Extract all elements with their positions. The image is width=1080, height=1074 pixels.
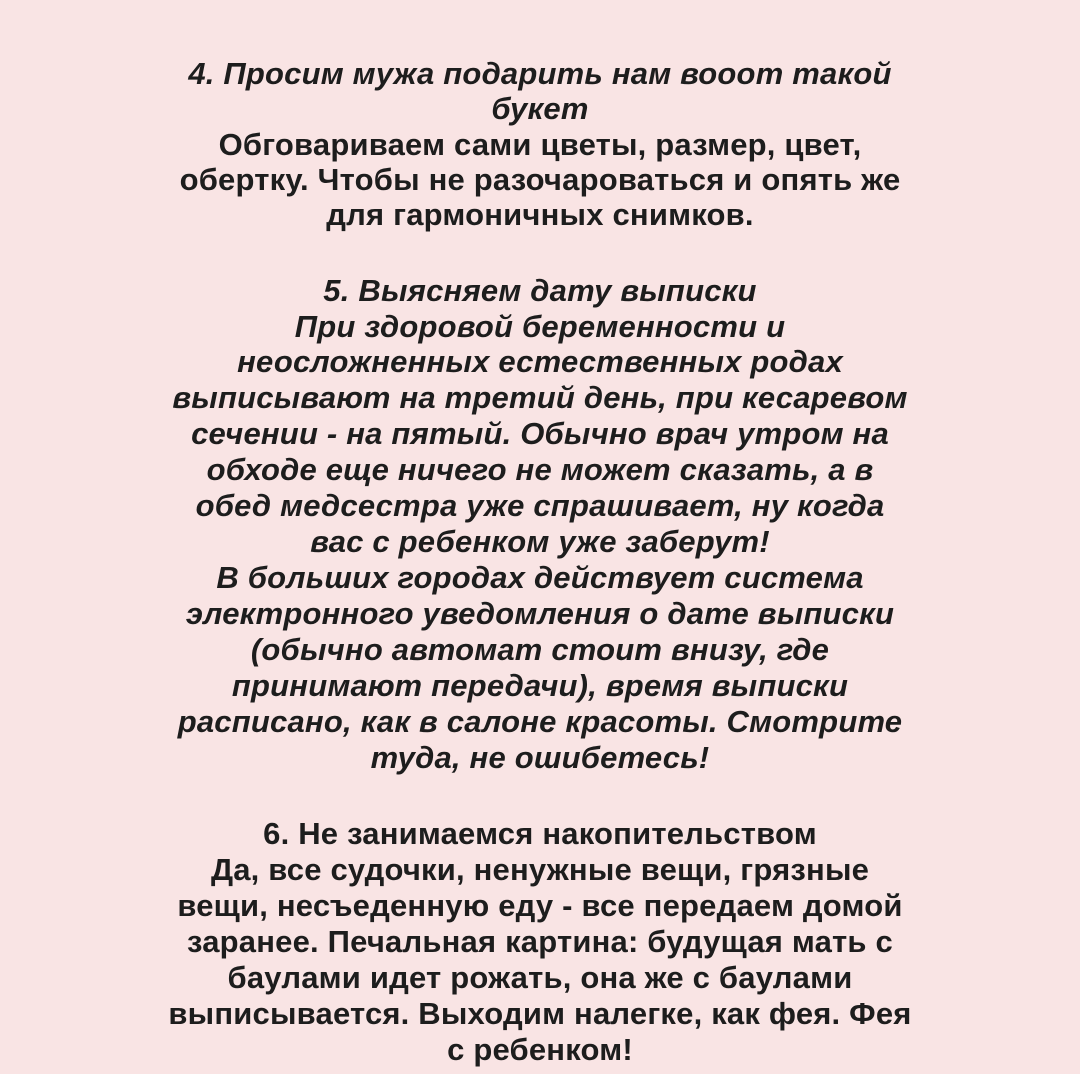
s4-line-1: 4. Просим мужа подарить нам вооот такой <box>188 56 892 91</box>
s6-line-7: с ребенком! <box>447 1032 633 1067</box>
s6-line-2: Да, все судочки, ненужные вещи, грязные <box>210 852 870 887</box>
s4-line-2: букет <box>491 91 589 126</box>
s6-line-3: вещи, несъеденную еду - все передаем домой <box>177 888 903 923</box>
s6-line-4: заранее. Печальная картина: будущая мать с <box>187 924 893 959</box>
s5-line-11: (обычно автомат стоит внизу, где <box>250 632 830 667</box>
s5-line-6: обходе еще ничего не может сказать, а в <box>206 452 874 487</box>
s6-line-5: баулами идет рожать, она же с баулами <box>227 960 853 995</box>
s5-line-7: обед медсестра уже спрашивает, ну когда <box>195 488 885 523</box>
s5-line-2: При здоровой беременности и <box>294 309 786 344</box>
s5-line-4: выписывают на третий день, при кесаревом <box>172 380 908 415</box>
s5-line-1: 5. Выясняем дату выписки <box>323 273 757 308</box>
s5-line-5: сечении - на пятый. Обычно врач утром на <box>191 416 889 451</box>
s5-line-3: неосложненных естественных родах <box>237 344 843 379</box>
s4-line-4: обертку. Чтобы не разочароваться и опять же <box>179 162 901 197</box>
s4-line-5: для гармоничных снимков. <box>326 197 754 232</box>
s5-line-10: электронного уведомления о дате выписки <box>185 596 895 631</box>
s6-line-6: выписывается. Выходим налегке, как фея. Фея <box>168 996 912 1031</box>
s5-line-9: В больших городах действует система <box>216 560 864 595</box>
s5-line-14: туда, не ошибетесь! <box>370 740 710 775</box>
s5-line-13: расписано, как в салоне красоты. Смотрите <box>177 704 903 739</box>
s5-line-12: принимают передачи), время выписки <box>231 668 849 703</box>
s6-line-1: 6. Не занимаемся накопительством <box>263 816 817 851</box>
s5-line-8: вас с ребенком уже заберут! <box>310 524 770 559</box>
s4-line-3: Обговариваем сами цветы, размер, цвет, <box>218 127 862 162</box>
